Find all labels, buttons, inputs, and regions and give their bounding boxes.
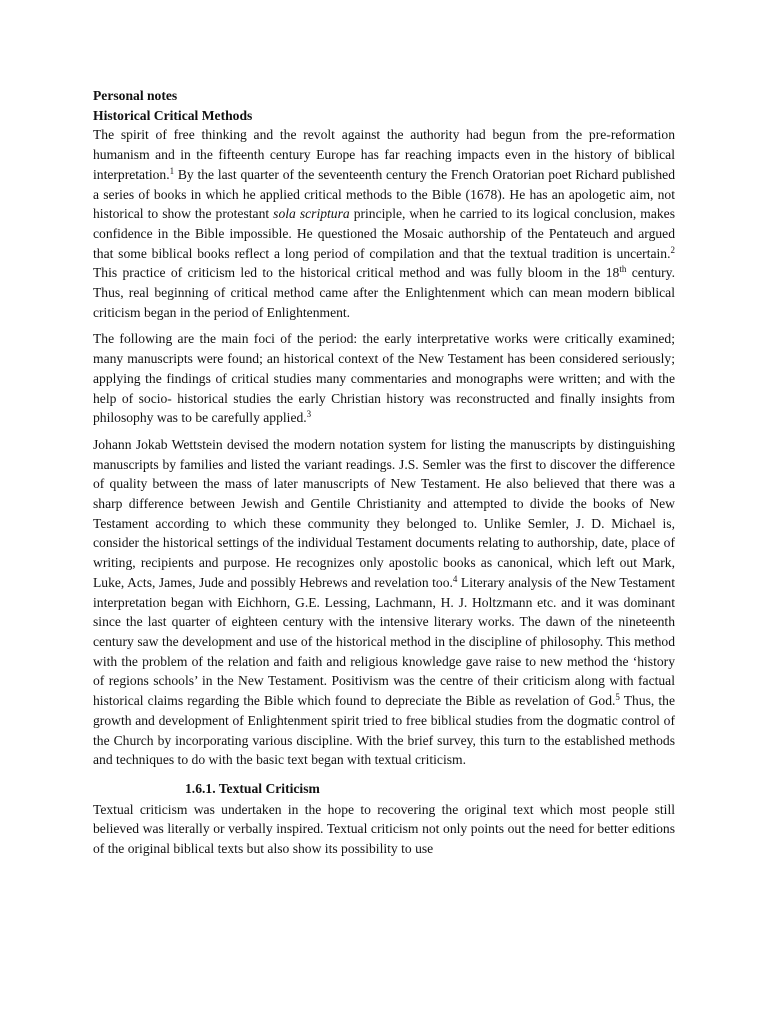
ordinal-suffix: th — [619, 264, 627, 275]
notes-label: Personal notes — [93, 88, 178, 103]
document-page — [93, 86, 675, 859]
p1-text-3: principle, when he carried to its logical conclusion, makes confidence in the Bible impossible. He questioned the Mosaic authorship of the Pentateuch and argued that some biblical books reflect a long period of compilation and that the textual tradition is uncertain. — [93, 206, 675, 261]
paragraph-2 — [93, 329, 675, 428]
footnote-ref-2: 2 — [670, 244, 675, 255]
p1-italic-term: sola scriptura — [273, 206, 350, 222]
p1-text-2: By the last quarter of the seventeenth century the French Oratorian poet Richard published a series of books in which he applied critical methods to the Bible (1678). He has an apologetic aim, not historical to show the protestant — [93, 166, 675, 222]
p3-text-3: Thus, the growth and development of Enlightenment spirit tried to free biblical studies from the dogmatic control of the Church by incorporating various discipline. With the brief survey, this turn to the established methods and techniques to do with the basic text began with textual criticism. — [93, 693, 675, 768]
paragraph-1 — [93, 125, 675, 322]
p1-text-4: This practice of criticism led to the historical critical method and was fully bloom in the 18 — [93, 265, 620, 281]
p1-text-5: century. Thus, real beginning of critical method came after the Enlightenment which can mean modern biblical criticism began in the period of Enlightenment. — [93, 265, 675, 320]
footnote-ref-1: 1 — [169, 165, 175, 176]
p2-text-1: The following are the main foci of the period: the early interpretative works were critically examined; many manuscripts were found; an historical context of the New Testament has been considered seriously; applying the findings of critical studies many commentaries and monographs were written; and with the help of socio- historical studies the early Christian history was reconstructed and finally insights from philosophy was to be carefully applied. — [93, 331, 675, 426]
section-heading: 1.6.1. Textual Criticism — [185, 780, 320, 796]
p3-text-2: Literary analysis of the New Testament interpretation began with Eichhorn, G.E. Lessing, Lachmann, H. J. Holtzmann etc. and it was dominant since the last quarter of eighteen century with the intensive literary works. The dawn of the nineteenth century saw the development and use of the historical method in the discipline of philosophy. This method with the problem of the relation and faith and religious knowledge gave raise to new method the ‘history of regions schools’ in the New Testament. Positivism was the centre of their criticism along with factual historical claims regarding the Bible which found to depreciate the Bible as revelation of God. — [93, 574, 675, 709]
footnote-ref-4: 4 — [452, 573, 458, 584]
page-title: Historical Critical Methods — [93, 107, 253, 123]
p1-text-1: The spirit of free thinking and the revolt against the authority had begun from the pre-reformation humanism and in the fifteenth century Europe has far reaching impacts even in the history of biblical interpretation. — [93, 127, 675, 182]
p3-text-1: Johann Jokab Wettstein devised the modern notation system for listing the manuscripts by distinguishing manuscripts by families and listed the variant readings. J.S. Semler was the first to discover the difference of quality between the mass of later manuscripts of New Testament. He also believed that there was a sharp difference between Jewish and Gentile Christianity and attempted to divide the books of New Testament according to which these community they belonged to. Unlike Semler, J. D. Michael is, consider the historical settings of the individual Testament documents relating to authorship, date, place of writing, recipients and purpose. He recognizes only apostolic books as canonical, which left out Mark, Luke, Acts, James, Jude and possibly Hebrews and revelation too. — [93, 436, 675, 590]
paragraph-4 — [93, 800, 675, 859]
p4-text-1: Textual criticism was undertaken in the hope to recovering the original text which most people still believed was literally or verbally inspired. Textual criticism not only points out the need for better editions of the original biblical texts but also show its possibility to use — [93, 801, 675, 857]
footnote-ref-5: 5 — [615, 692, 620, 703]
footnote-ref-3: 3 — [306, 409, 312, 420]
paragraph-3 — [93, 435, 675, 770]
